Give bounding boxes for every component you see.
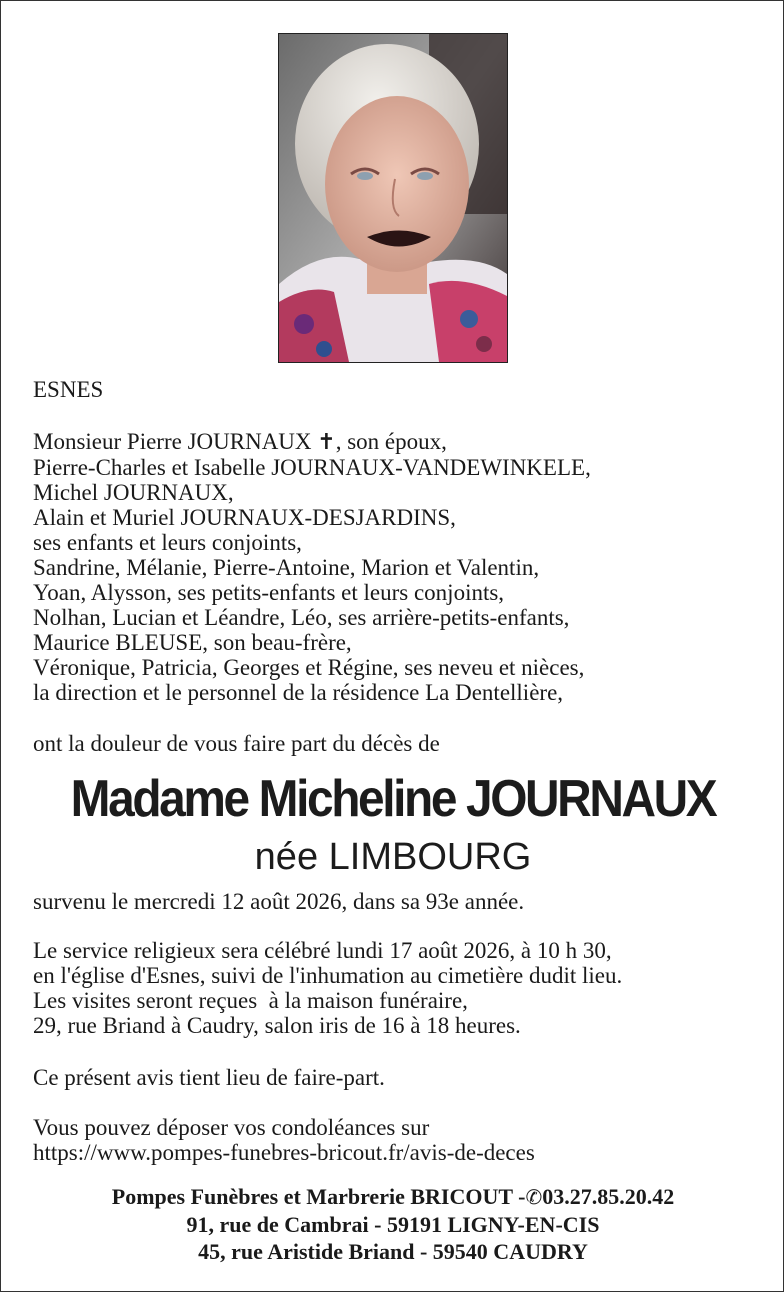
condolences-text: Vous pouvez déposer vos condoléances sur [33,1115,430,1140]
deceased-name: Madame Micheline JOURNAUX [70,770,716,828]
portrait-image [279,34,507,362]
family-line: Véronique, Patricia, Georges et Régine, ses neveu et nièces, [33,655,585,680]
service-details [33,938,622,1038]
family-line: Yoan, Alysson, ses petits-enfants et leurs conjoints, [33,580,505,605]
town-name: ESNES [33,377,104,402]
family-line: la direction et le personnel de la résidence La Dentellière, [33,680,564,705]
funeral-home-info [1,1183,784,1265]
condolences-link[interactable]: https://www.pompes-funebres-bricout.fr/avis-de-deces [33,1140,535,1165]
condolences [33,1115,535,1165]
phone-icon: ✆ [525,1185,543,1209]
family-line: Sandrine, Mélanie, Pierre-Antoine, Marion et Valentin, [33,555,540,580]
family-line [33,429,591,455]
cross-icon: ✝ [317,430,336,455]
family-line: Michel JOURNAUX, [33,480,234,505]
announcement-intro: ont la douleur de vous faire part du décès de [33,731,440,756]
maiden-name: née LIMBOURG [254,836,532,878]
family-line: Nolhan, Lucian et Léandre, Léo, ses arrière-petits-enfants, [33,605,570,630]
family-line-text: Monsieur Pierre JOURNAUX [33,429,312,454]
service-line: 29, rue Briand à Caudry, salon iris de 16 à 18 heures. [33,1013,521,1038]
company-line [1,1183,784,1211]
family-line: Pierre-Charles et Isabelle JOURNAUX-VANDEWINKELE, [33,455,591,480]
death-date: survenu le mercredi 12 août 2026, dans sa 93e année. [33,889,525,914]
faire-part-note: Ce présent avis tient lieu de faire-part. [33,1065,385,1090]
family-line: Alain et Muriel JOURNAUX-DESJARDINS, [33,505,456,530]
phone-number[interactable]: 03.27.85.20.42 [542,1184,675,1209]
company-name: Pompes Funèbres et Marbrerie BRICOUT - [111,1184,526,1209]
portrait-photo [278,33,508,363]
address-line: 45, rue Aristide Briand - 59540 CAUDRY [198,1239,588,1264]
family-list [33,429,591,705]
service-line: en l'église d'Esnes, suivi de l'inhumation au cimetière dudit lieu. [33,963,623,988]
service-line: Les visites seront reçues à la maison funéraire, [33,988,468,1013]
family-line-suffix: , son époux, [335,429,447,454]
service-line: Le service religieux sera célébré lundi 17 août 2026, à 10 h 30, [33,938,612,963]
family-line: Maurice BLEUSE, son beau-frère, [33,630,352,655]
address-line: 91, rue de Cambrai - 59191 LIGNY-EN-CIS [186,1212,600,1237]
family-line: ses enfants et leurs conjoints, [33,530,302,555]
